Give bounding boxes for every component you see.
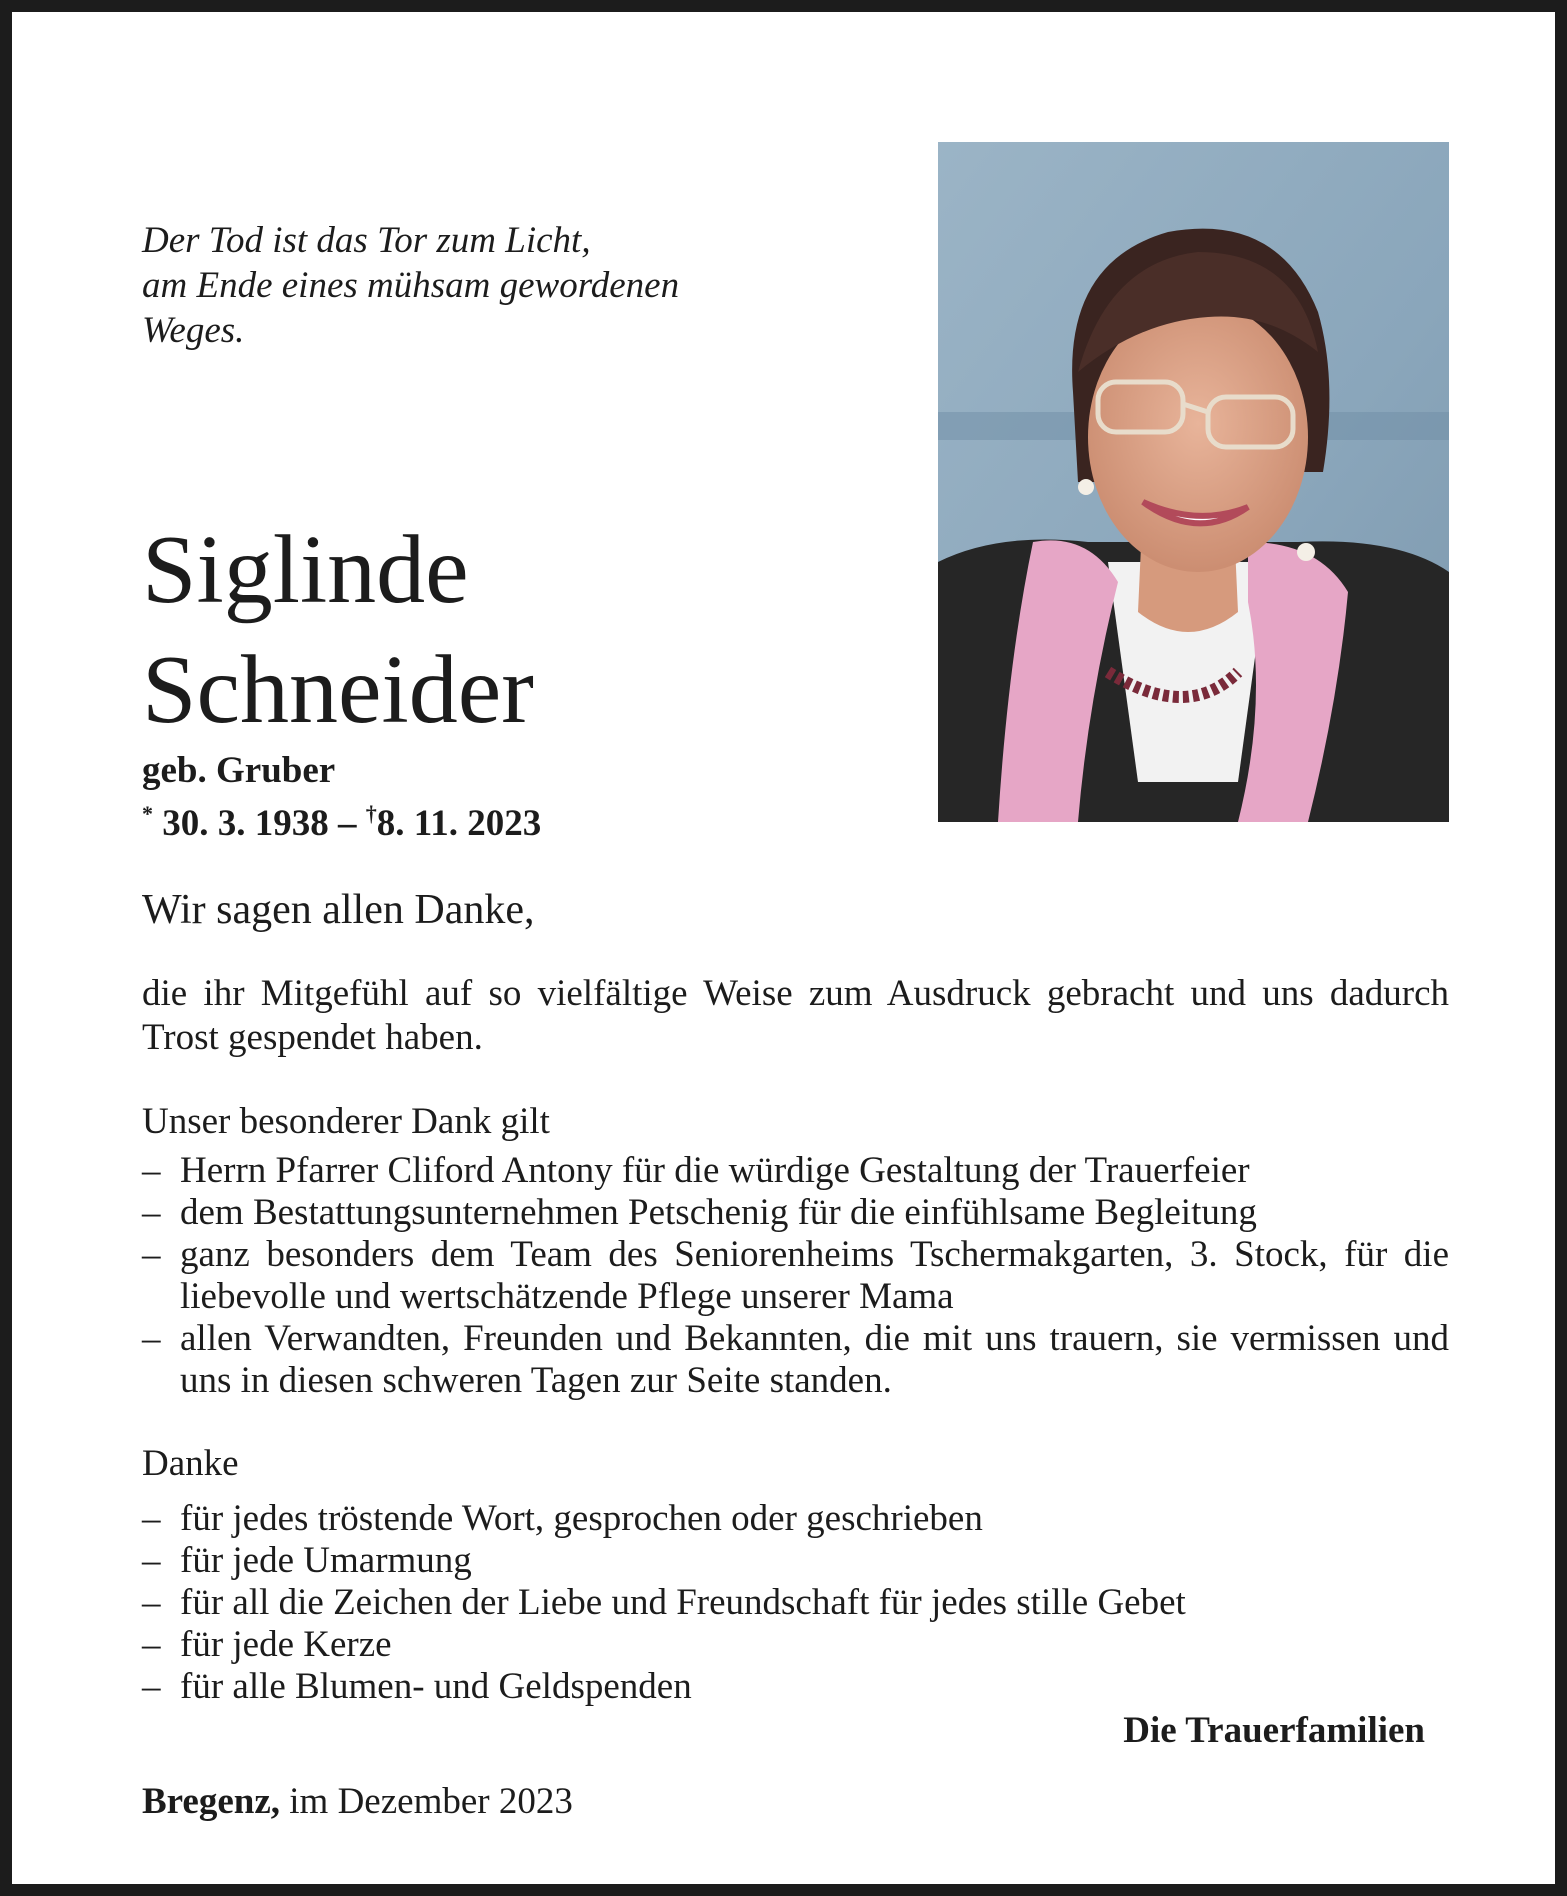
thanks-label: Danke [142, 1443, 239, 1484]
birth-date: 30. 3. 1938 [162, 803, 329, 844]
bullet-dash: – [142, 1192, 161, 1233]
list-item [142, 1318, 1449, 1402]
intro-paragraph: die ihr Mitgefühl auf so vielfältige Weise zum Ausdruck gebracht und uns dadurch Trost gespendet haben. [142, 973, 1449, 1058]
motto-line: Weges. [142, 310, 245, 351]
place-date: im Dezember 2023 [289, 1781, 573, 1822]
motto [142, 218, 842, 353]
list-item [142, 1624, 1449, 1666]
list-item-text: allen Verwandten, Freunden und Bekannten, die mit uns trauern, sie vermissen und uns in diesen schweren Tagen zur Seite standen. [180, 1318, 1449, 1401]
list-item-text: für alle Blumen- und Geldspenden [180, 1666, 692, 1707]
portrait-illustration [938, 142, 1449, 822]
bullet-dash: – [142, 1666, 161, 1707]
bullet-dash: – [142, 1582, 161, 1623]
thanks-list [142, 1498, 1449, 1708]
bullet-dash: – [142, 1234, 161, 1275]
list-item [142, 1666, 1449, 1708]
special-thanks-label: Unser besonderer Dank gilt [142, 1101, 550, 1142]
list-item-text: ganz besonders dem Team des Seniorenheims Tschermakgarten, 3. Stock, für die liebevolle und wertschätzende Pflege unserer Mama [180, 1234, 1449, 1317]
list-item [142, 1150, 1449, 1192]
list-item [142, 1582, 1449, 1624]
death-symbol: † [365, 801, 377, 826]
portrait-photo [938, 142, 1449, 822]
life-dates [142, 792, 541, 846]
signature: Die Trauerfamilien [1123, 1710, 1425, 1751]
list-item-text: für all die Zeichen der Liebe und Freundschaft für jedes stille Gebet [180, 1582, 1186, 1623]
place-and-date [142, 1780, 573, 1824]
list-item [142, 1540, 1449, 1582]
list-item-text: für jede Kerze [180, 1624, 392, 1665]
place-city: Bregenz, [142, 1781, 281, 1822]
motto-line: am Ende eines mühsam gewordenen [142, 265, 680, 306]
maiden-name: geb. Gruber [142, 750, 336, 791]
deceased-name [142, 510, 862, 750]
list-item [142, 1234, 1449, 1318]
greeting: Wir sagen allen Danke, [142, 887, 535, 933]
list-item-text: für jede Umarmung [180, 1540, 472, 1581]
bullet-dash: – [142, 1540, 161, 1581]
bullet-dash: – [142, 1624, 161, 1665]
last-name: Schneider [142, 636, 534, 744]
list-item [142, 1192, 1449, 1234]
date-separator: – [338, 803, 357, 844]
first-name: Siglinde [142, 516, 469, 624]
death-date: 8. 11. 2023 [376, 803, 542, 844]
list-item [142, 1498, 1449, 1540]
list-item-text: Herrn Pfarrer Cliford Antony für die würdige Gestaltung der Trauerfeier [180, 1150, 1250, 1191]
special-thanks-list [142, 1150, 1449, 1402]
bullet-dash: – [142, 1318, 161, 1359]
birth-symbol: * [142, 801, 153, 826]
motto-line: Der Tod ist das Tor zum Licht, [142, 220, 591, 261]
earring-left [1078, 479, 1094, 495]
bullet-dash: – [142, 1498, 161, 1539]
list-item-text: dem Bestattungsunternehmen Petschenig für die einfühlsame Begleitung [180, 1192, 1257, 1233]
list-item-text: für jedes tröstende Wort, gesprochen oder geschrieben [180, 1498, 983, 1539]
earring-right [1297, 543, 1315, 561]
bullet-dash: – [142, 1150, 161, 1191]
